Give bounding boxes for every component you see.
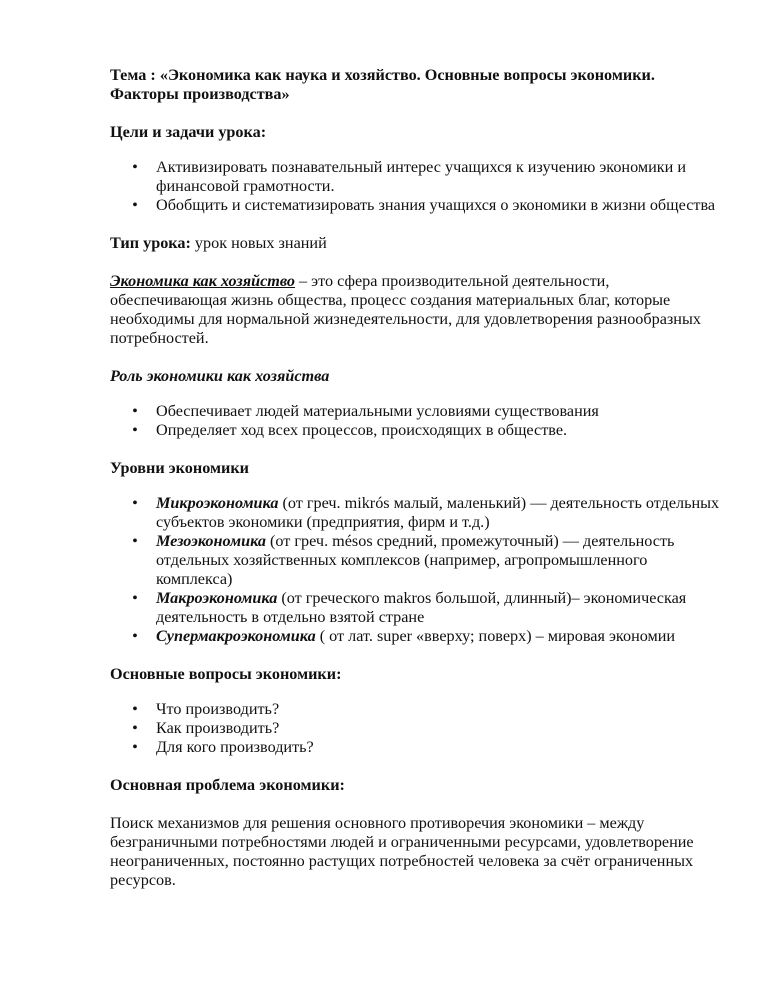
document-page: [110, 66, 720, 890]
definition-paragraph: [110, 272, 720, 348]
role-heading: Роль экономики как хозяйства: [110, 367, 330, 385]
list-item: • Для кого производить?: [110, 738, 720, 757]
level-term: Супермакроэкономика: [156, 627, 316, 645]
role-list: [110, 402, 720, 440]
bullet-icon: •: [132, 196, 138, 214]
level-term: Микроэкономика: [156, 494, 279, 512]
list-item: • Макроэкономика (от греческого makros большой, длинный)– экономическая деятельность в отдельно взятой стране: [110, 589, 720, 627]
problem-text: Поиск механизмов для решения основного противоречия экономики – между безграничными потребностями людей и ограниченными ресурсами, удовлетворение неограниченных, постоянно растущих потребностей человека за счёт ограниченных ресурсов.: [110, 814, 694, 889]
bullet-icon: •: [132, 494, 138, 512]
bullet-icon: •: [132, 589, 138, 607]
list-item: • Супермакроэкономика ( от лат. super «вверху; поверх) – мировая экономии: [110, 627, 720, 646]
bullet-icon: •: [132, 738, 138, 756]
list-item: • Что производить?: [110, 700, 720, 719]
bullet-icon: •: [132, 158, 138, 176]
lesson-type: [110, 234, 720, 253]
bullet-icon: •: [132, 532, 138, 550]
definition-term: Экономика как хозяйство: [110, 272, 295, 290]
bullet-icon: •: [132, 627, 138, 645]
level-term: Мезоэкономика: [156, 532, 266, 550]
bullet-icon: •: [132, 700, 138, 718]
list-item: • Микроэкономика (от греч. mikrós малый, маленький) — деятельность отдельных субъектов экономики (предприятия, фирм и т.д.): [110, 494, 720, 532]
questions-heading: Основные вопросы экономики:: [110, 665, 342, 683]
list-item: • Определяет ход всех процессов, происходящих в обществе.: [110, 421, 720, 440]
bullet-icon: •: [132, 421, 138, 439]
definition-text: – это сфера производительной деятельности, обеспечивающая жизнь общества, процесс создания материальных благ, которые необходимы для нормальной жизнедеятельности, для удовлетворения разнообразных потребностей.: [110, 272, 701, 347]
list-item: • Активизировать познавательный интерес учащихся к изучению экономики и финансовой грамотности.: [110, 158, 720, 196]
lesson-type-value: урок новых знаний: [190, 234, 327, 252]
problem-heading: Основная проблема экономики:: [110, 776, 345, 794]
goals-heading: Цели и задачи урока:: [110, 123, 267, 141]
list-item: • Обеспечивает людей материальными условиями существования: [110, 402, 720, 421]
questions-list: [110, 700, 720, 757]
list-item: • Мезоэкономика (от греч. mésos средний, промежуточный) — деятельность отдельных хозяйственных комплексов (например, агропромышленного комплекса): [110, 532, 720, 589]
list-item: • Обобщить и систематизировать знания учащихся о экономики в жизни общества: [110, 196, 720, 215]
levels-list: [110, 494, 720, 646]
bullet-icon: •: [132, 719, 138, 737]
goals-list: [110, 158, 720, 215]
bullet-icon: •: [132, 402, 138, 420]
lesson-type-label: Тип урока:: [110, 234, 191, 252]
topic-title: Тема : «Экономика как наука и хозяйство. Основные вопросы экономики. Факторы производства»: [110, 66, 655, 103]
levels-heading: Уровни экономики: [110, 459, 250, 477]
level-term: Макроэкономика: [156, 589, 278, 607]
list-item: • Как производить?: [110, 719, 720, 738]
